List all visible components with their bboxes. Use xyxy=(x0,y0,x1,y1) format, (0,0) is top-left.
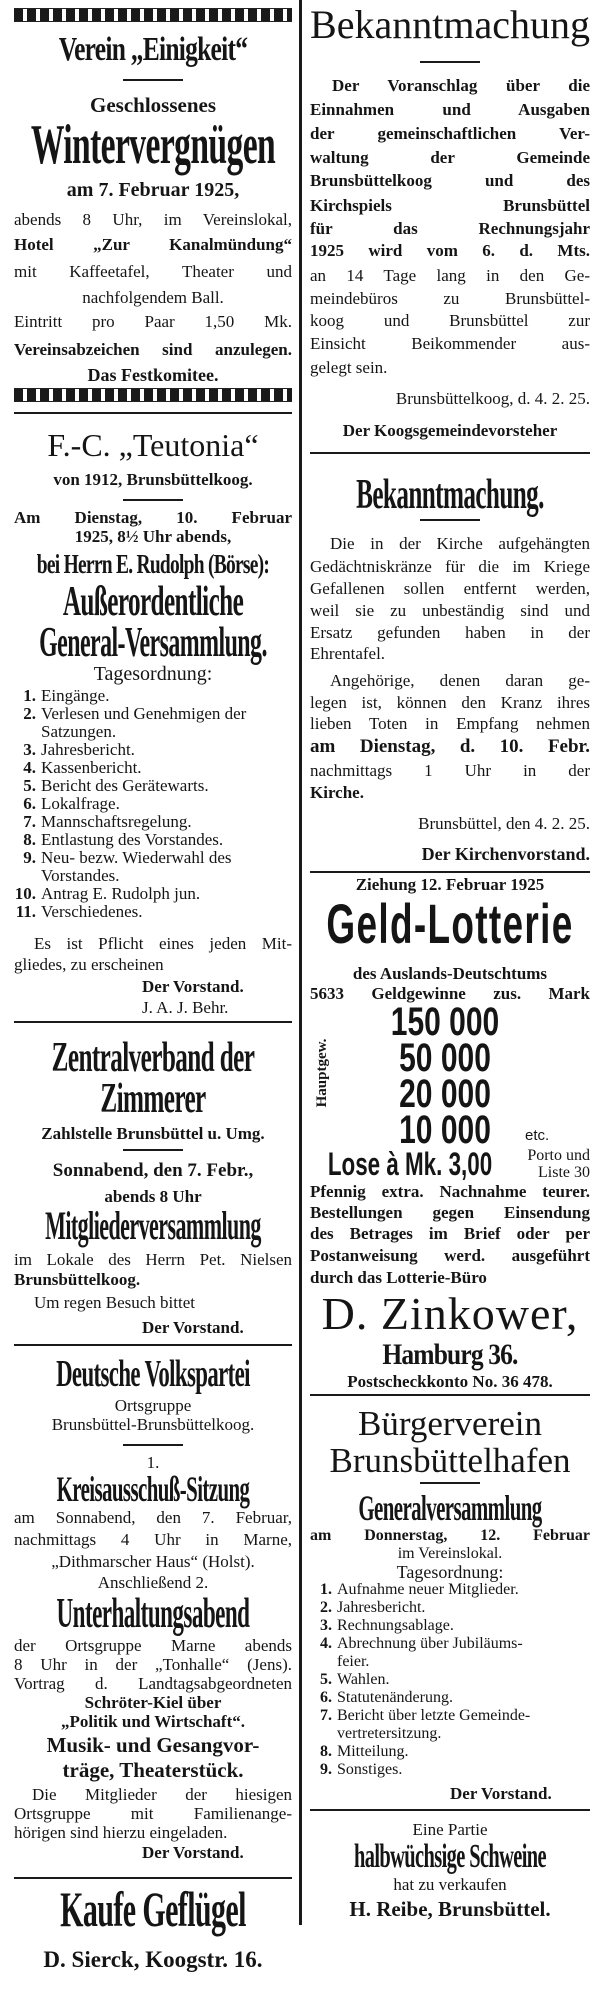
left-column xyxy=(14,0,292,1997)
body-line: Gefallenen sollen entfernt werden, xyxy=(310,579,590,598)
item-number: 8. xyxy=(23,830,36,849)
notice-date: Brunsbüttelkoog, d. 4. 2. 25. xyxy=(395,389,590,408)
item-text: Abrechnung über Jubiläums- xyxy=(337,1635,523,1652)
divider xyxy=(123,1149,183,1151)
item-text: Bericht über letzte Gemeinde- xyxy=(337,1707,531,1724)
item-number: 11. xyxy=(15,902,36,921)
item-text: Antrag E. Rudolph jun. xyxy=(41,884,201,903)
item-text: Eingänge. xyxy=(41,686,110,705)
item-number: 7. xyxy=(23,812,36,831)
item-number: 9. xyxy=(320,1761,332,1778)
agenda-item xyxy=(14,794,292,812)
body-line: am Sonnabend, den 7. Februar, xyxy=(14,1508,292,1527)
ad-headline: Wintervergnügen xyxy=(30,114,276,176)
item-text: Mannschaftsregelung. xyxy=(41,812,192,831)
body-line: nachmittags 1 Uhr in der xyxy=(310,761,590,780)
agenda-item-continuation: Vorstandes. xyxy=(41,866,120,885)
agenda-item xyxy=(310,1671,590,1689)
prize-amount: 150 000 xyxy=(390,1000,500,1044)
ad-subtitle: Geschlossenes xyxy=(90,93,216,117)
item-number: 4. xyxy=(23,758,36,777)
item-text: Verschiedenes. xyxy=(41,902,143,921)
item-text: Verlesen und Genehmigen der xyxy=(41,704,247,723)
signature: Der Koogsgemeindevorsteher xyxy=(342,421,558,440)
event-date: Sonnabend, den 7. Febr., xyxy=(52,1160,254,1181)
body-line: Ehrentafel. xyxy=(310,644,386,663)
item-number: 5. xyxy=(320,1671,332,1688)
agenda-item xyxy=(14,902,292,920)
signature: Das Festkomitee. xyxy=(87,365,219,385)
event-time: abends 8 Uhr xyxy=(104,1187,202,1206)
column-divider xyxy=(299,0,302,1925)
body-line: Der Voranschlag über die xyxy=(332,76,590,95)
signature: Der Kirchenvorstand. xyxy=(421,844,590,864)
item-number: 10. xyxy=(14,884,36,903)
body-line: gelegt sein. xyxy=(310,358,388,377)
signature: Der Vorstand. xyxy=(142,977,244,996)
notice-date: Brunsbüttel, den 4. 2. 25. xyxy=(418,814,590,833)
body-line: weil sie zu unbeständig sind und xyxy=(310,601,590,620)
program-line: träge, Theaterstück. xyxy=(62,1758,244,1782)
invite-line: Um regen Besuch bittet xyxy=(34,1293,195,1312)
body-line: Brunsbüttelkoog. xyxy=(14,1270,141,1289)
body-line: 1925 wird vom 6. d. Mts. xyxy=(310,241,590,260)
draw-date: Ziehung 12. Februar 1925 xyxy=(355,875,545,894)
prize-amount: 20 000 xyxy=(399,1072,491,1116)
body-line: „Dithmarscher Haus“ (Holst). xyxy=(51,1552,255,1571)
ad-title: Bürgerverein xyxy=(357,1404,542,1443)
ad-title: Deutsche Volkspartei xyxy=(56,1353,250,1395)
agenda-item xyxy=(310,1581,590,1599)
body-line: an 14 Tage lang in den Ge- xyxy=(310,266,590,285)
item-number: 2. xyxy=(320,1599,332,1616)
body-line: Die Mitglieder der hiesigen xyxy=(32,1785,292,1804)
body-line: „Politik und Wirtschaft“. xyxy=(60,1712,246,1731)
item-number: 5. xyxy=(23,776,36,795)
agenda-item xyxy=(14,704,292,722)
item-number: 1. xyxy=(23,686,36,705)
body-line: meindebüros zu Brunsbüttel- xyxy=(310,289,590,308)
agenda-item xyxy=(310,1707,590,1725)
item-number: 8. xyxy=(320,1743,332,1760)
ad-subtitle: des Auslands-Deutschtums xyxy=(352,964,548,983)
event-date: 1925, 8½ Uhr abends, xyxy=(74,527,232,546)
part-headline: Unterhaltungsabend xyxy=(56,1591,250,1637)
agenda-title: Tagesordnung: xyxy=(396,1562,504,1582)
body-line: Pfennig extra. Nachnahme teurer. xyxy=(310,1182,590,1201)
ad-subtitle: Brunsbüttel-Brunsbüttelkoog. xyxy=(51,1415,255,1434)
body-line: Kirche. xyxy=(310,783,364,802)
part-number: 1. xyxy=(146,1453,160,1472)
agenda-item xyxy=(310,1617,590,1635)
notice-title: Bekanntmachung xyxy=(310,2,590,47)
item-text: Aufnahme neuer Mitglieder. xyxy=(337,1581,519,1598)
ad-headline: halbwüchsige Schweine xyxy=(354,1838,546,1875)
signature: Der Vorstand. xyxy=(142,1843,244,1862)
ad-headline: Kaufe Geflügel xyxy=(60,1881,246,1937)
body-line: Einsicht Beikommender aus- xyxy=(310,334,590,353)
agenda-item xyxy=(310,1743,590,1761)
item-number: 4. xyxy=(320,1635,332,1652)
section-rule xyxy=(14,1021,292,1023)
item-number: 7. xyxy=(320,1707,332,1724)
body-line: Ortsgruppe mit Familienange- xyxy=(14,1804,292,1823)
item-text: Sonstiges. xyxy=(337,1761,403,1778)
body-line: der Ortsgruppe Marne abends xyxy=(14,1636,292,1655)
body-line: Gedächtniskränze für die im Kriege xyxy=(310,557,590,576)
body-line: 8 Uhr in der „Tonhalle“ (Jens). xyxy=(14,1655,292,1674)
agenda-item xyxy=(14,686,292,704)
section-rule xyxy=(310,871,590,873)
body-line: Vortrag d. Landtagsabgeordneten xyxy=(14,1674,292,1693)
item-number: 6. xyxy=(23,794,36,813)
body-line: nachfolgendem Ball. xyxy=(82,288,224,307)
address: D. Sierck, Koogstr. 16. xyxy=(43,1947,263,1972)
main-prizes-label: Hauptgew. xyxy=(314,1038,330,1108)
ad-intro: Eine Partie xyxy=(412,1820,488,1839)
ad-title: Zimmerer xyxy=(100,1076,206,1122)
body-line: Postanweisung werd. ausgeführt xyxy=(310,1246,590,1265)
agenda-item-continuation: vertretersitzung. xyxy=(337,1725,442,1742)
item-text: Mitteilung. xyxy=(337,1743,409,1760)
ad-subtitle: von 1912, Brunsbüttelkoog. xyxy=(53,470,253,489)
item-text: Rechnungsablage. xyxy=(337,1617,454,1634)
porto-line: Liste 30 xyxy=(538,1164,590,1181)
ad-headline: Generalversammlung xyxy=(358,1488,542,1528)
agenda-item xyxy=(14,758,292,776)
ad-headline: Mitgliederversammlung xyxy=(45,1203,261,1248)
agenda-title: Tagesordnung: xyxy=(93,663,213,685)
item-text: Jahresbericht. xyxy=(41,740,135,759)
section-rule xyxy=(310,1809,590,1811)
agenda-item xyxy=(14,776,292,794)
item-number: 6. xyxy=(320,1689,332,1706)
agenda-item xyxy=(310,1599,590,1617)
section-rule xyxy=(14,412,292,414)
body-line: am Dienstag, d. 10. Febr. xyxy=(310,736,590,757)
prize-count: 5633 Geldgewinne zus. Mark xyxy=(310,984,590,1003)
item-text: Entlastung des Vorstandes. xyxy=(41,830,224,849)
item-text: Neu- bezw. Wiederwahl des xyxy=(41,848,232,867)
body-line: Einnahmen und Ausgaben xyxy=(310,100,590,119)
ornament-border-icon xyxy=(14,388,292,402)
ad-title: F.-C. „Teutonia“ xyxy=(47,427,259,463)
item-text: Statutenänderung. xyxy=(337,1689,453,1706)
body-line: im Lokale des Herrn Pet. Nielsen xyxy=(14,1250,292,1269)
agenda-item xyxy=(14,830,292,848)
etc-label: etc. xyxy=(525,1127,550,1144)
body-line: waltung der Gemeinde xyxy=(310,148,590,167)
body-line: Brunsbüttelkoog und des xyxy=(310,171,590,190)
body-line: Hotel „Zur Kanalmündung“ xyxy=(14,235,292,254)
item-text: Jahresbericht. xyxy=(337,1599,426,1616)
body-line: hörigen sind hierzu eingeladen. xyxy=(14,1823,228,1842)
item-number: 9. xyxy=(23,848,36,867)
item-number: 2. xyxy=(23,704,36,723)
body-line: Die in der Kirche aufgehängten xyxy=(330,534,590,553)
porto-line: Porto und xyxy=(527,1147,590,1164)
divider xyxy=(420,1482,480,1484)
body-line: Schröter-Kiel über xyxy=(84,1693,222,1712)
postal-account: Postscheckkonto No. 36 478. xyxy=(347,1372,553,1391)
divider xyxy=(420,61,480,63)
divider xyxy=(420,519,480,521)
program-line: Musik- und Gesangvor- xyxy=(46,1733,260,1757)
ad-subtitle: Ortsgruppe xyxy=(114,1396,192,1415)
ticket-price: Lose à Mk. 3,00 xyxy=(327,1146,493,1182)
signature: Der Vorstand. xyxy=(450,1784,552,1803)
agenda-item xyxy=(14,848,292,866)
item-text: Wahlen. xyxy=(337,1671,390,1688)
body-line: des Betrages im Brief oder per xyxy=(310,1224,590,1243)
item-number: 3. xyxy=(23,740,36,759)
item-number: 3. xyxy=(320,1617,332,1634)
body-line: abends 8 Uhr, im Vereinslokal, xyxy=(14,210,292,229)
ad-headline: Außerordentliche xyxy=(62,579,244,625)
event-date: am Donnerstag, 12. Februar xyxy=(310,1527,590,1544)
ad-title: Zentralverband der xyxy=(51,1035,255,1081)
item-text: Bericht des Gerätewarts. xyxy=(41,776,209,795)
section-rule xyxy=(310,1394,590,1396)
body-line: Ersatz gefunden haben in der xyxy=(310,623,590,642)
part-number: Anschließend 2. xyxy=(97,1573,209,1592)
agenda-item xyxy=(14,740,292,758)
agenda-item-continuation: feier. xyxy=(337,1653,370,1670)
part-headline: Kreisausschuß-Sitzung xyxy=(56,1469,250,1509)
body-line: Kirchspiels Brunsbüttel xyxy=(310,196,590,215)
agenda-item xyxy=(310,1635,590,1653)
ad-headline: General-Versammlung. xyxy=(39,620,267,666)
ad-middle: hat zu verkaufen xyxy=(393,1875,507,1894)
divider xyxy=(123,1444,183,1446)
body-line: lieben Toten in Empfang nehmen xyxy=(310,714,590,733)
body-line: legen ist, können den Kranz ihres xyxy=(310,693,590,712)
section-rule xyxy=(310,452,590,454)
body-line: mit Kaffeetafel, Theater und xyxy=(14,262,292,281)
signer-name: J. A. J. Behr. xyxy=(142,998,229,1017)
event-place: im Vereinslokal. xyxy=(397,1545,503,1562)
divider xyxy=(123,499,183,501)
closing-line: Es ist Pflicht eines jeden Mit- xyxy=(34,934,292,953)
body-line: für das Rechnungsjahr xyxy=(310,219,590,238)
body-line: Vereinsabzeichen sind anzulegen. xyxy=(14,340,292,359)
ad-title: Brunsbüttelhafen xyxy=(329,1441,571,1480)
seller: H. Reibe, Brunsbüttel. xyxy=(349,1897,551,1921)
section-rule xyxy=(14,1877,292,1879)
item-text: Kassenbericht. xyxy=(41,758,142,777)
body-line: Eintritt pro Paar 1,50 Mk. xyxy=(14,312,292,331)
agenda-item-continuation: Satzungen. xyxy=(41,722,117,741)
firm-city: Hamburg 36. xyxy=(382,1338,518,1371)
ad-title: Verein „Einigkeit“ xyxy=(58,31,248,68)
firm-name: D. Zinkower, xyxy=(321,1288,579,1339)
prize-amount: 50 000 xyxy=(399,1036,491,1080)
body-line: nachmittags 4 Uhr in Marne, xyxy=(14,1530,292,1549)
agenda-item xyxy=(14,884,292,902)
item-number: 1. xyxy=(320,1581,332,1598)
ad-subtitle: Zahlstelle Brunsbüttel u. Umg. xyxy=(41,1124,265,1143)
ad-headline: Geld-Lotterie xyxy=(326,892,574,955)
event-date: Am Dienstag, 10. Februar xyxy=(14,508,292,527)
right-column xyxy=(310,0,590,1997)
body-line: Angehörige, denen daran ge- xyxy=(330,671,590,690)
agenda-item xyxy=(14,812,292,830)
closing-line: gliedes, zu erscheinen xyxy=(14,955,164,974)
body-line: Bestellungen gegen Einsendung xyxy=(310,1203,590,1222)
prize-amount: 10 000 xyxy=(399,1108,491,1152)
body-line: der gemeinschaftlichen Ver- xyxy=(310,124,590,143)
item-text: Lokalfrage. xyxy=(41,794,120,813)
body-line: durch das Lotterie-Büro xyxy=(310,1268,487,1287)
signature: Der Vorstand. xyxy=(142,1318,244,1337)
agenda-item xyxy=(310,1761,590,1779)
body-line: koog und Brunsbüttel zur xyxy=(310,311,590,330)
agenda-item xyxy=(310,1689,590,1707)
event-date: am 7. Februar 1925, xyxy=(66,179,240,201)
notice-title: Bekanntmachung. xyxy=(356,472,544,518)
divider xyxy=(123,79,183,81)
venue: bei Herrn E. Rudolph (Börse): xyxy=(36,549,270,579)
